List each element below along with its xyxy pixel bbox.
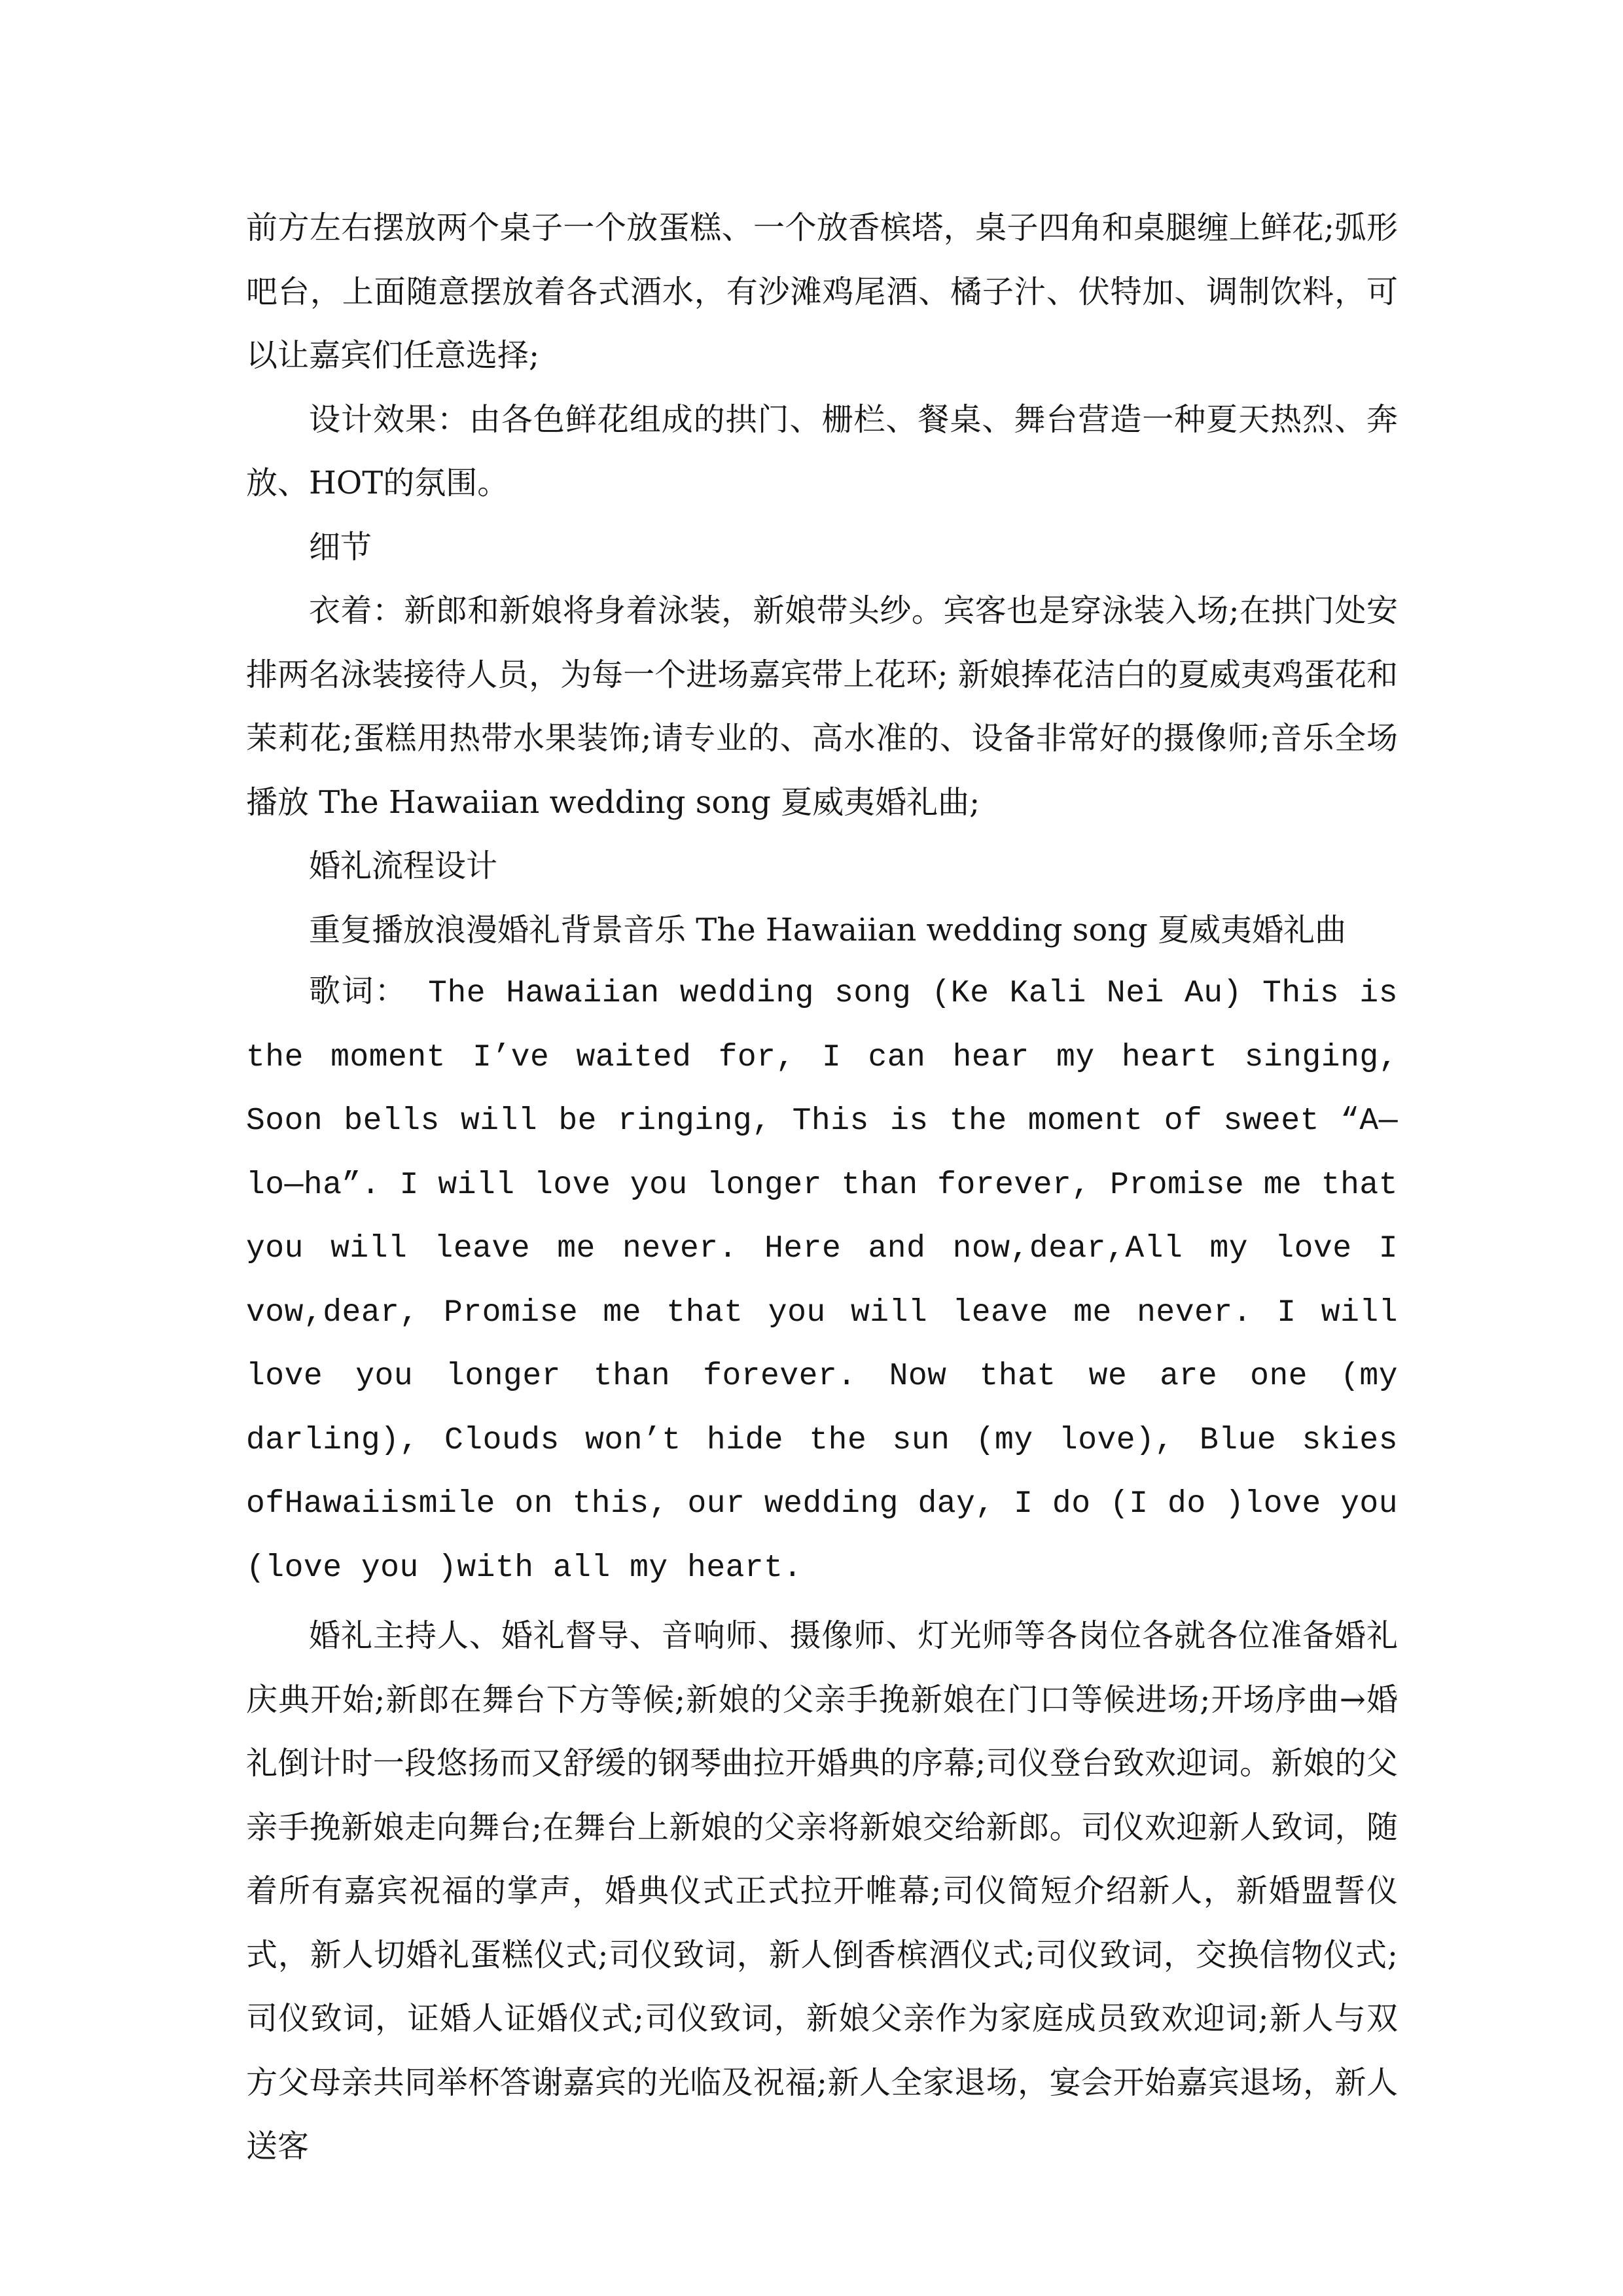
paragraph-design-effect: 设计效果：由各色鲜花组成的拱门、栅栏、餐桌、舞台营造一种夏天热烈、奔放、HOT的氛围。 bbox=[246, 401, 1398, 501]
heading-wedding-process: 婚礼流程设计 bbox=[309, 848, 498, 884]
paragraph-lyrics: 歌词： The Hawaiian wedding song (Ke Kali Nei Au) This is the moment I’ve waited for, I can hear my heart singing, Soon bells will be ringing, This is the moment of sweet “A—lo—ha”. I will love you longer than forever, Promise me that you will leave me never. Here and now,dear,All my love I vow,dear, Promise me that you will leave me never. I will love you longer than forever. Now that we are one (my darling), Clouds won’t hide the sun (my love), Blue skies ofHawaiismile on this, our wedding day, I do (I do )love you (love you )with all my heart. bbox=[246, 976, 1398, 1586]
paragraph-attire: 衣着：新郎和新娘将身着泳装，新娘带头纱。宾客也是穿泳装入场;在拱门处安排两名泳装接待人员，为每一个进场嘉宾带上花环; 新娘捧花洁白的夏威夷鸡蛋花和茉莉花;蛋糕用热带水果装饰;请专业的、高水准的、设备非常好的摄像师;音乐全场播放 The Hawaiian wedding song 夏威夷婚礼曲; bbox=[246, 592, 1398, 821]
heading-details: 细节 bbox=[309, 528, 372, 565]
paragraph-venue-setup: 前方左右摆放两个桌子一个放蛋糕、一个放香槟塔，桌子四角和桌腿缠上鲜花;弧形吧台，上面随意摆放着各式酒水，有沙滩鸡尾酒、橘子汁、伏特加、调制饮料，可以让嘉宾们任意选择; bbox=[246, 209, 1398, 374]
document-body bbox=[246, 196, 1398, 2179]
paragraph-ceremony-flow: 婚礼主持人、婚礼督导、音响师、摄像师、灯光师等各岗位各就各位准备婚礼庆典开始;新郎在舞台下方等候;新娘的父亲手挽新娘在门口等候进场;开场序曲→婚礼倒计时一段悠扬而又舒缓的钢琴曲拉开婚典的序幕;司仪登台致欢迎词。新娘的父亲手挽新娘走向舞台;在舞台上新娘的父亲将新娘交给新郎。司仪欢迎新人致词，随着所有嘉宾祝福的掌声，婚典仪式正式拉开帷幕;司仪简短介绍新人，新婚盟誓仪式，新人切婚礼蛋糕仪式;司仪致词，新人倒香槟酒仪式;司仪致词，交换信物仪式;司仪致词，证婚人证婚仪式;司仪致词，新娘父亲作为家庭成员致欢迎词;新人与双方父母亲共同举杯答谢嘉宾的光临及祝福;新人全家退场，宴会开始嘉宾退场，新人送客 bbox=[246, 1617, 1398, 2164]
paragraph-background-music: 重复播放浪漫婚礼背景音乐 The Hawaiian wedding song 夏威夷婚礼曲 bbox=[309, 911, 1347, 948]
